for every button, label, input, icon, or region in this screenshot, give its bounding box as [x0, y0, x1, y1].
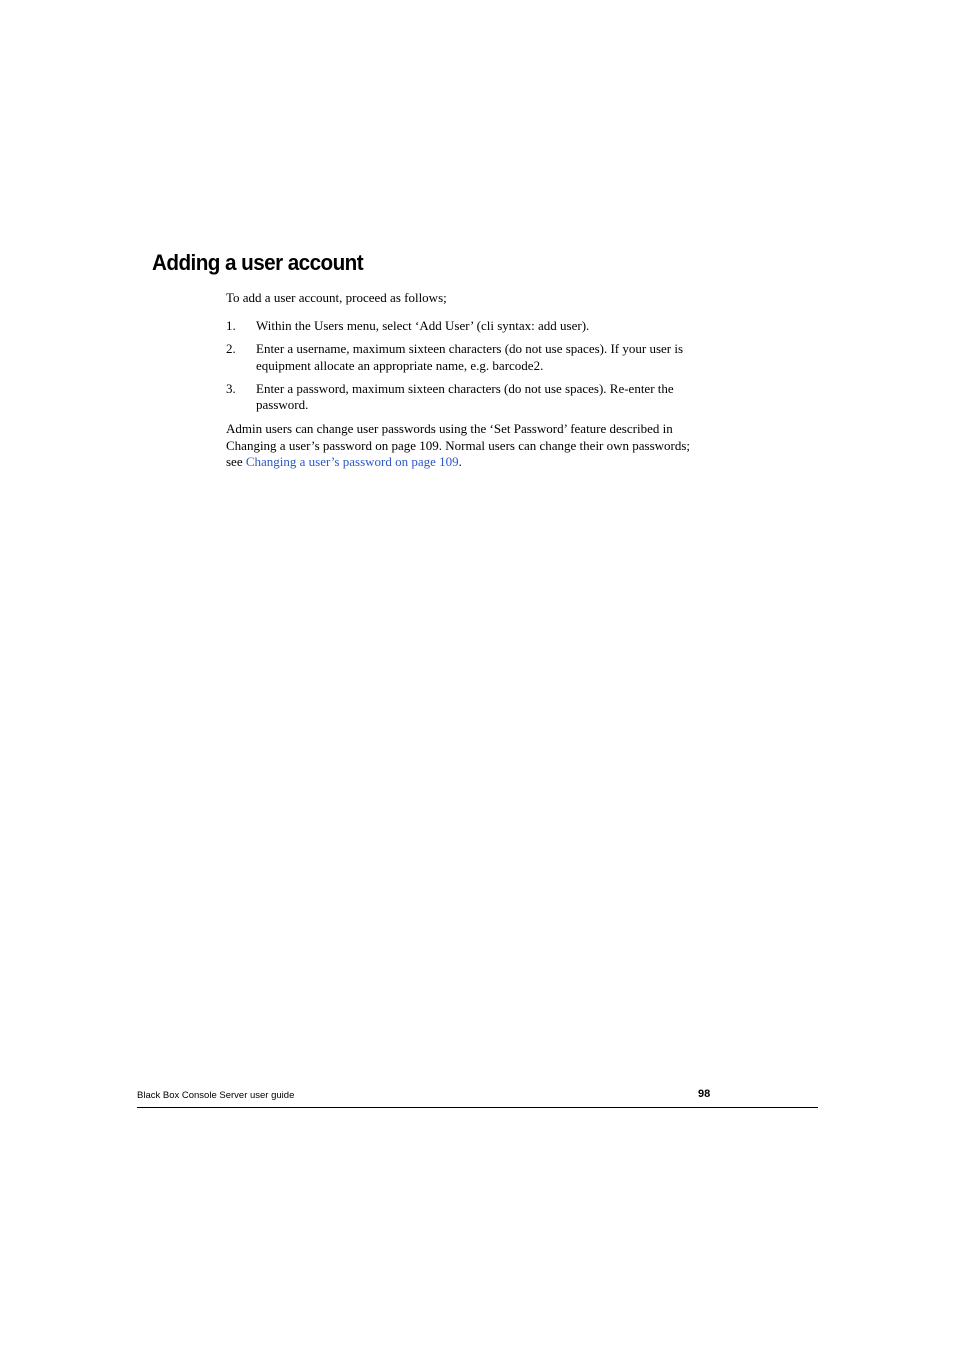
step-text: Within the Users menu, select ‘Add User’ (cli syntax: add user). [256, 318, 590, 333]
section-heading: Adding a user account [152, 250, 364, 275]
note-text: Admin users can change user passwords using the ‘Set Password’ feature described in Changing a user’s password on page 109. Normal users can change their own passwords; see [226, 421, 691, 469]
list-item [226, 381, 704, 414]
step-number: 1. [226, 318, 236, 333]
footer-divider [137, 1107, 818, 1108]
page-number: 98 [698, 1088, 711, 1100]
list-item [226, 318, 704, 335]
step-number: 2. [226, 341, 236, 356]
step-number: 3. [226, 380, 236, 396]
step-text: Enter a password, maximum sixteen characters (do not use spaces). Re-enter the password. [256, 380, 674, 412]
note-end: . [458, 454, 462, 469]
note-paragraph [226, 421, 704, 471]
footer-title: Black Box Console Server user guide [137, 1090, 295, 1101]
step-text: Enter a username, maximum sixteen characters (do not use spaces). If your user is equipment allocate an appropriate name, e.g. barcode2. [256, 341, 684, 373]
list-item [226, 341, 704, 374]
intro-paragraph: To add a user account, proceed as follows; [226, 290, 447, 305]
steps-list [226, 318, 704, 420]
changing-password-link[interactable]: Changing a user’s password on page 109 [245, 454, 459, 469]
